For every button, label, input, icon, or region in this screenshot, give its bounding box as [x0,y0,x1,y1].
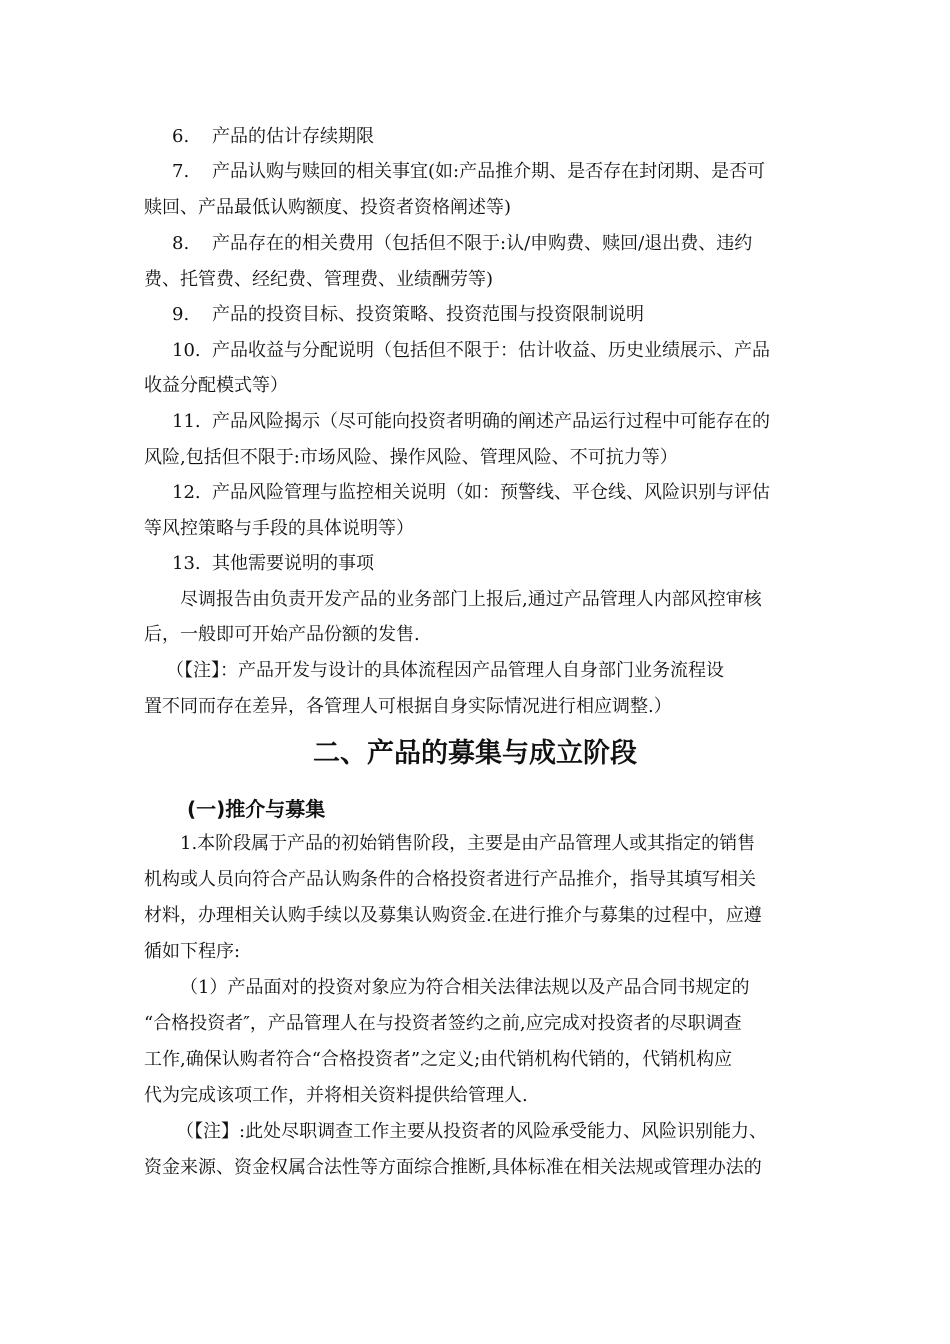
paragraph-line: 材料，办理相关认购手续以及募集认购资金.在进行推介与募集的过程中，应遵 [144,905,762,926]
list-item-number: 6. [172,126,190,147]
list-item [172,125,374,149]
note-line: 资金来源、资金权属合法性等方面综合推断,具体标准在相关法规或管理办法的 [144,1157,762,1178]
subsection-title: (一)推介与募集 [187,797,326,821]
list-item-number: 9. [172,304,190,325]
list-item-continuation: 风险,包括但不限于:市场风险、操作风险、管理风险、不可抗力等） [144,447,678,468]
list-item [172,410,770,434]
list-item-continuation: 赎回、产品最低认购额度、投资者资格阐述等) [144,197,512,218]
paragraph-line: 工作,确保认购者符合“合格投资者”之定义;由代销机构代销的，代销机构应 [144,1049,733,1070]
list-item-number: 11. [172,411,201,432]
note-line: 置不同而存在差异，各管理人可根据自身实际情况进行相应调整.） [144,696,672,717]
paragraph-line: 尽调报告由负责开发产品的业务部门上报后,通过产品管理人内部风控审核 [180,589,762,610]
note-line: （【注】:此处尽职调查工作主要从投资者的风险承受能力、风险识别能力、 [176,1121,768,1142]
paragraph-line: 后，一般即可开始产品份额的发售. [144,624,420,645]
paragraph-line: “合格投资者″，产品管理人在与投资者签约之前,应完成对投资者的尽职调查 [144,1013,742,1034]
list-item [172,552,374,576]
list-item-text: 产品风险揭示（尽可能向投资者明确的阐述产品运行过程中可能存在的 [212,411,770,432]
list-item [172,160,765,184]
list-item-number: 8. [172,233,190,254]
list-item-number: 7. [172,161,190,182]
list-item-text: 产品风险管理与监控相关说明（如：预警线、平仓线、风险识别与评估 [212,482,770,503]
list-item-number: 12. [172,482,201,503]
note-line: （【注】：产品开发与设计的具体流程因产品管理人自身部门业务流程设 [166,660,724,681]
section-title: 二、产品的募集与成立阶段 [313,738,637,769]
paragraph-line: 循如下程序: [144,941,241,962]
list-item-text: 产品存在的相关费用（包括但不限于:认/申购费、赎回/退出费、违约 [212,233,753,254]
list-item [172,481,770,505]
list-item-number: 10. [172,340,201,361]
list-item-text: 产品的估计存续期限 [212,126,374,147]
paragraph-line: 1.本阶段属于产品的初始销售阶段，主要是由产品管理人或其指定的销售 [180,833,756,854]
list-item [172,303,644,327]
paragraph-line: （1）产品面对的投资对象应为符合相关法律法规以及产品合同书规定的 [180,977,750,998]
list-item-text: 产品的投资目标、投资策略、投资范围与投资限制说明 [212,304,644,325]
list-item [172,232,752,256]
list-item-text: 产品收益与分配说明（包括但不限于：估计收益、历史业绩展示、产品 [212,340,770,361]
list-item-text: 其他需要说明的事项 [212,553,374,574]
list-item-continuation: 费、托管费、经纪费、管理费、业绩酬劳等) [144,269,494,290]
paragraph-line: 机构或人员向符合产品认购条件的合格投资者进行产品推介，指导其填写相关 [144,869,756,890]
paragraph-line: 代为完成该项工作，并将相关资料提供给管理人. [144,1085,528,1106]
list-item-text: 产品认购与赎回的相关事宜(如:产品推介期、是否存在封闭期、是否可 [212,161,766,182]
list-item-continuation: 等风控策略与手段的具体说明等） [144,518,414,539]
list-item [172,339,770,363]
list-item-number: 13. [172,553,201,574]
list-item-continuation: 收益分配模式等） [144,375,288,396]
